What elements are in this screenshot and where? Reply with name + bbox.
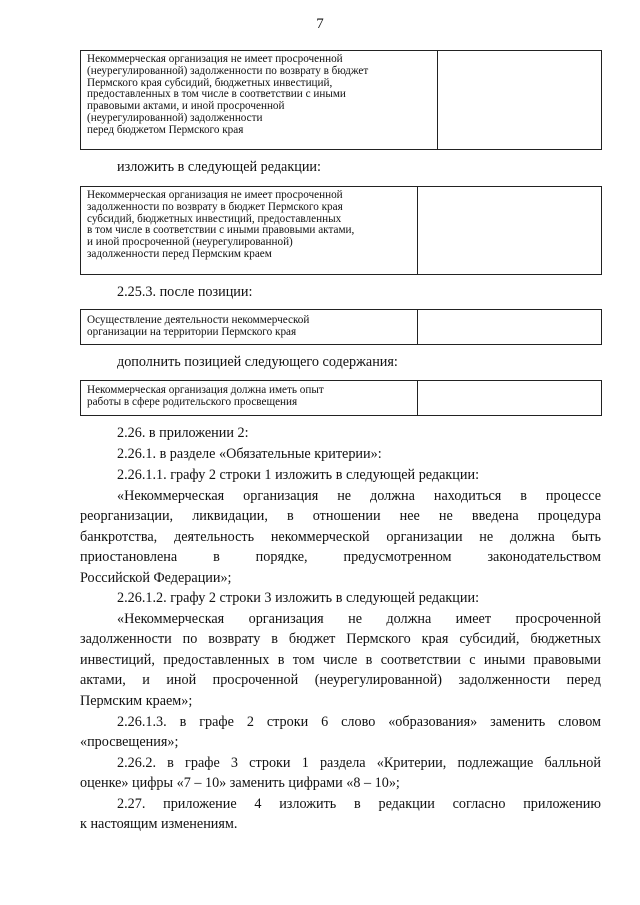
table-line: перед бюджетом Пермского края [87,123,244,136]
paragraph-izlozhit: изложить в следующей редакции: [117,159,321,175]
table-line: (неурегулированной) задолженности по возврату в бюджет [87,64,369,77]
table-cell-empty [418,381,601,415]
table-after-position [80,309,602,345]
table-new-position [80,186,602,275]
quote-1-line-1: «Некоммерческая организация не должна находиться в процессе [117,488,601,504]
table-line: предоставленных в том числе в соответствии с иными [87,88,346,101]
table-line: работы в сфере родительского просвещения [87,395,298,408]
table-line: организации на территории Пермского края [87,325,297,338]
table-cell-text [81,381,418,415]
paragraph-2-26-2-line-2: оценке» цифры «7 – 10» заменить цифрами «8 – 10»; [80,775,400,791]
table-line: правовыми актами, и иной просроченной [87,100,285,113]
quote-1-line-4: приостановлена в порядке, предусмотренном законодательством [80,549,601,565]
table-line: задолженности по возврату в бюджет Пермского края [87,200,343,213]
paragraph-2-26-1-2: 2.26.1.2. графу 2 строки 3 изложить в следующей редакции: [117,590,480,606]
table-line: (неурегулированной) задолженности [87,111,263,124]
paragraph-2-25-3: 2.25.3. после позиции: [117,284,253,300]
table-line: Некоммерческая организация не имеет просроченной [87,53,343,65]
quote-2-line-4: актами, и иной просроченной (неурегулированной) задолженности перед [80,672,601,688]
quote-2-line-1: «Некоммерческая организация не должна имеет просроченной [117,611,601,627]
table-cell-text [81,310,418,344]
quote-1-line-2: реорганизации, ликвидации, в отношении нее не введена процедура [80,508,601,524]
paragraph-2-26: 2.26. в приложении 2: [117,425,249,441]
table-line: и иной просроченной (неурегулированной) [87,236,293,249]
table-line: Осуществление деятельности некоммерческой [87,314,310,326]
paragraph-2-26-1-3-line-2: «просвещения»; [80,734,179,750]
table-line: задолженности перед Пермским краем [87,247,272,260]
table-cell-text [81,51,438,149]
paragraph-2-26-1-3-line-1: 2.26.1.3. в графе 2 строки 6 слово «образования» заменить словом [117,714,601,730]
table-line: субсидий, бюджетных инвестиций, предоставленных [87,212,342,225]
table-line: Пермского края субсидий, бюджетных инвестиций, [87,76,333,89]
quote-2-line-5: Пермским краем»; [80,693,193,709]
paragraph-2-27-line-2: к настоящим изменениям. [80,816,238,832]
table-line: Некоммерческая организация должна иметь опыт [87,384,324,396]
paragraph-2-26-1: 2.26.1. в разделе «Обязательные критерии»: [117,446,382,462]
quote-2-line-2: задолженности по возврату в бюджет Пермского края субсидий, бюджетных [80,631,601,647]
table-added-position [80,380,602,416]
quote-1-line-5: Российской Федерации»; [80,570,232,586]
page-number: 7 [316,16,324,32]
table-old-position [80,50,602,150]
quote-1-line-3: банкротства, деятельность некоммерческой организации не должна быть [80,529,601,545]
table-line: Некоммерческая организация не имеет просроченной [87,189,343,201]
table-cell-empty [438,51,601,149]
paragraph-dopolnit: дополнить позицией следующего содержания: [117,354,398,370]
paragraph-2-26-2-line-1: 2.26.2. в графе 3 строки 1 раздела «Критерии, подлежащие балльной [117,755,601,771]
table-cell-empty [418,187,601,274]
table-line: в том числе в соответствии с иными правовыми актами, [87,224,355,237]
table-cell-text [81,187,418,274]
quote-2-line-3: инвестиций, предоставленных в том числе в соответствии с иными правовыми [80,652,601,668]
paragraph-2-27-line-1: 2.27. приложение 4 изложить в редакции согласно приложению [117,796,601,812]
table-cell-empty [418,310,601,344]
paragraph-2-26-1-1: 2.26.1.1. графу 2 строки 1 изложить в следующей редакции: [117,467,480,483]
